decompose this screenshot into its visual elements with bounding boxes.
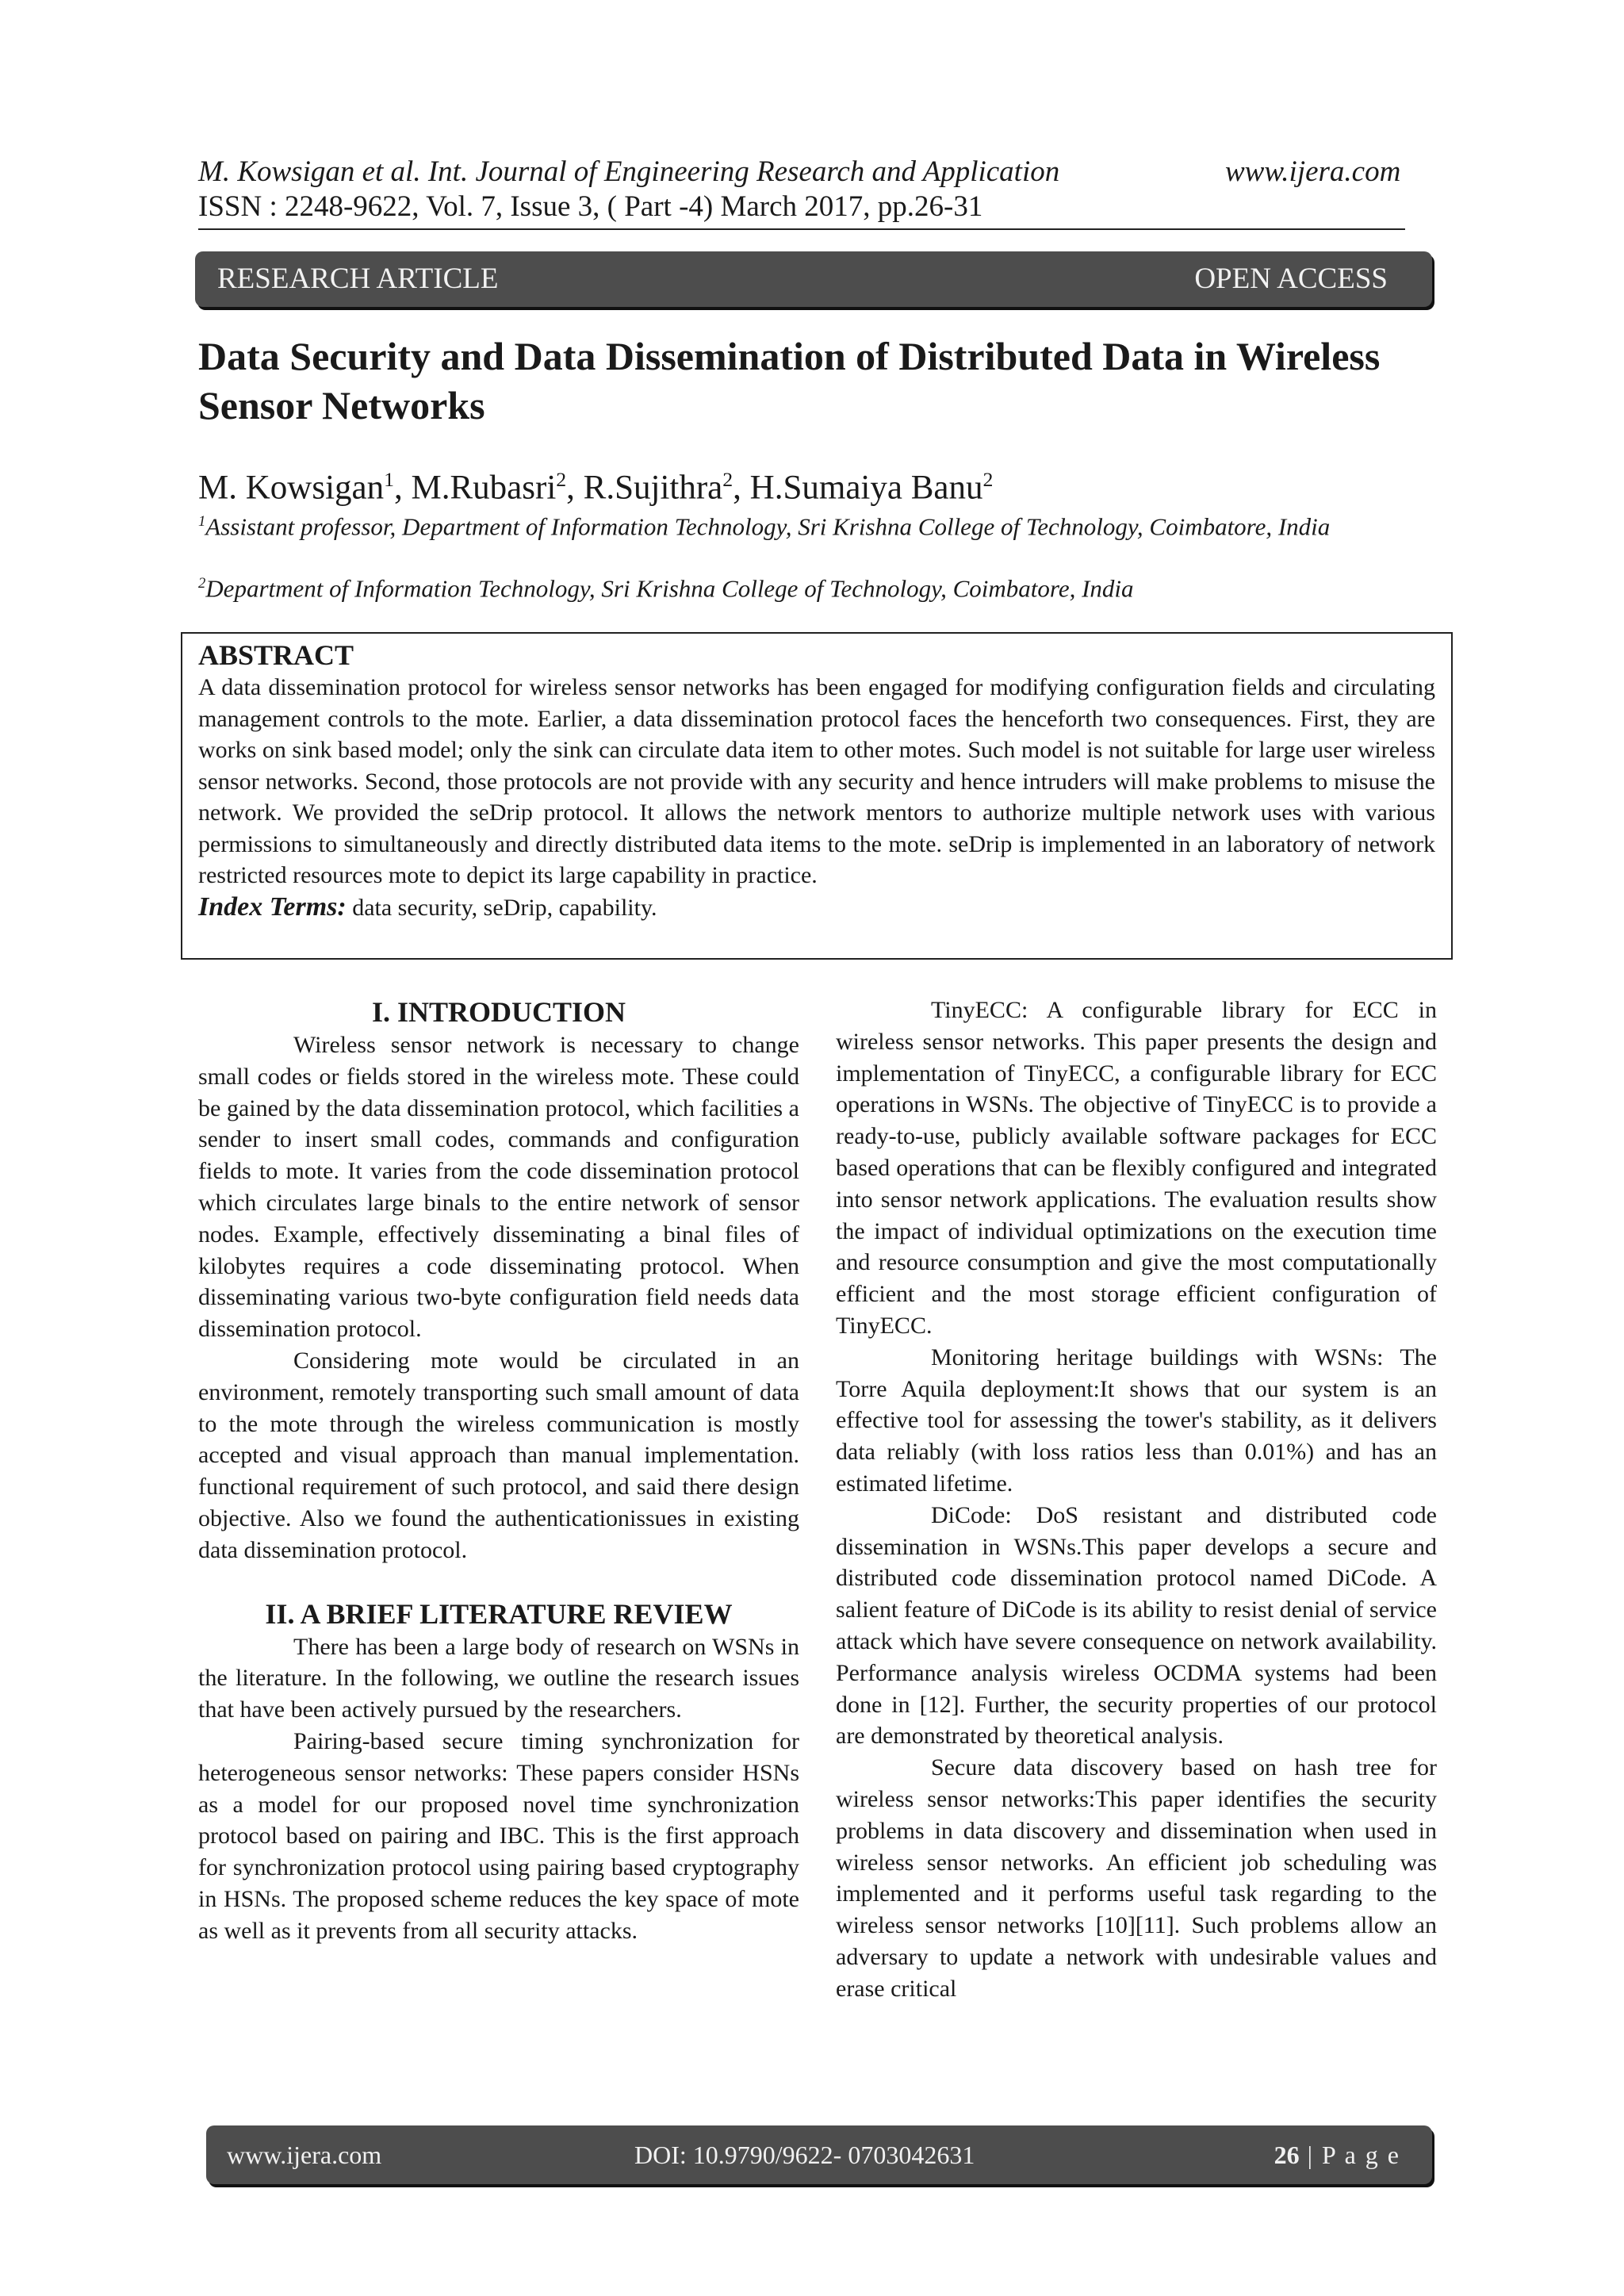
footer-page xyxy=(1274,2125,1400,2184)
page-footer xyxy=(206,2125,1432,2184)
abstract-box xyxy=(181,632,1453,960)
paragraph: Monitoring heritage buildings with WSNs: The Torre Aquila deployment:It shows that our system is an effective tool for assessing the tower's stability, as it delivers data reliably (with loss ratios less than 0.01%) and has an estimated lifetime. xyxy=(836,1343,1437,1497)
affiliation-marker: 2 xyxy=(198,575,206,592)
index-terms xyxy=(198,891,1435,924)
author-name: M.Rubasri xyxy=(411,469,557,507)
author-name: M. Kowsigan xyxy=(198,469,385,507)
author-name: H.Sumaiya Banu xyxy=(749,469,983,507)
footer-url[interactable]: www.ijera.com xyxy=(227,2141,382,2169)
abstract-body: A data dissemination protocol for wireless sensor networks has been engaged for modifying configuration fields and circulating management controls to the mote. Earlier, a data dissemination protocol faces the henceforth two consequences. First, they are works on sink based model; only the sink can circulate data item to other motes. Such model is not suitable for large user wireless sensor networks. Second, those protocols are not provide with any security and hence intruders will make problems to misuse the network. We provided the seDrip protocol. It allows the network mentors to authorize multiple network uses with various permissions to simultaneously and directly distributed data items to the mote. seDrip is implemented in an laboratory of network restricted resources mote to depict its large capability in practice. xyxy=(198,674,1435,888)
author-affiliation-marker: 2 xyxy=(722,468,733,491)
open-access-label: OPEN ACCESS xyxy=(1194,263,1388,295)
abstract-heading: ABSTRACT xyxy=(198,639,354,671)
right-column xyxy=(836,995,1437,2005)
research-article-label: RESEARCH ARTICLE xyxy=(217,263,499,295)
paragraph: Wireless sensor network is necessary to change small codes or fields stored in the wireless mote. These could be gained by the data dissemination protocol, which facilities a sender to insert small codes, commands and configuration fields to mote. It varies from the code dissemination protocol which circulates large binals to the entire network of sensor nodes. Example, effectively disseminating a binal files of kilobytes requires a code disseminating protocol. When disseminating various two-byte configuration field needs data dissemination protocol. xyxy=(198,1032,799,1343)
index-terms-label: Index Terms: xyxy=(198,891,347,922)
header-divider xyxy=(198,228,1405,230)
affiliation-1 xyxy=(198,506,1419,542)
paragraph: TinyECC: A configurable library for ECC in wireless sensor networks. This paper presents the design and implementation of TinyECC, a configurable library for ECC operations in WSNs. The objective of TinyECC is to provide a ready-to-use, publicly available software packages for ECC based operations that can be flexibly configured and integrated into sensor network applications. The evaluation results show the impact of individual optimizations on the execution time and resource consumption and give the most computationally efficient and the most storage efficient configuration of TinyECC. xyxy=(836,997,1437,1339)
author-affiliation-marker: 2 xyxy=(556,468,567,491)
paragraph: Pairing-based secure timing synchronization for heterogeneous sensor networks: These papers consider HSNs as a model for our proposed novel time synchronization protocol based on pairing and IBC. This is the first approach for synchronization protocol using pairing based cryptography in HSNs. The proposed scheme reduces the key space of mote as well as it prevents from all security attacks. xyxy=(198,1727,799,1944)
page-number: 26 xyxy=(1274,2141,1300,2169)
paragraph: Considering mote would be circulated in an environment, remotely transporting such small amount of data to the mote through the wireless communication is mostly accepted and visual approach than manual implementation. functional requirement of such protocol, and said there design objective. Also we found the authenticationissues in existing data dissemination protocol. xyxy=(198,1347,799,1563)
author-list: M. Kowsigan$^1$, M.Rubasri$^2$, R.Sujithra$^2$, H.Sumaiya Banu$^2$ xyxy=(198,468,994,507)
index-terms-value: data security, seDrip, capability. xyxy=(352,894,657,921)
paragraph: There has been a large body of research on WSNs in the literature. In the following, we outline the research issues that have been actively pursued by the researchers. xyxy=(198,1633,799,1723)
affiliation-2 xyxy=(198,568,1419,604)
literature-review-heading: II. A BRIEF LITERATURE REVIEW xyxy=(265,1597,733,1630)
page-label: | P a g e xyxy=(1307,2141,1400,2169)
running-header-journal: M. Kowsigan et al. Int. Journal of Engineering Research and Application xyxy=(198,155,1060,188)
paragraph: Secure data discovery based on hash tree for wireless sensor networks:This paper identifies the security problems in data discovery and dissemination when used in wireless sensor networks. An efficient job scheduling was implemented and it performs useful task regarding to the wireless sensor networks [10][11]. Such problems allow an adversary to update a network with undesirable values and erase critical xyxy=(836,1754,1437,2002)
introduction-heading: I. INTRODUCTION xyxy=(371,996,626,1028)
footer-doi: DOI: 10.9790/9622- 0703042631 xyxy=(634,2141,975,2169)
paper-title: Data Security and Data Dissemination of Distributed Data in Wireless Sensor Networks xyxy=(198,334,1381,427)
article-type-banner xyxy=(195,251,1432,307)
section-spacer xyxy=(198,1566,799,1596)
author-affiliation-marker: 2 xyxy=(982,468,994,491)
affiliation-marker: 1 xyxy=(198,513,206,530)
affiliation-text: Department of Information Technology, Sri Krishna College of Technology, Coimbatore, India xyxy=(205,574,1134,603)
running-header-url[interactable]: www.ijera.com xyxy=(1225,155,1401,188)
paragraph: DiCode: DoS resistant and distributed code dissemination in WSNs.This paper develops a secure and distributed code dissemination protocol named DiCode. A salient feature of DiCode is its ability to resist denial of service attack which have severe consequence on network availability. Performance analysis wireless OCDMA systems had been done in [12]. Further, the security properties of our protocol are demonstrated by theoretical analysis. xyxy=(836,1501,1437,1750)
author-name: R.Sujithra xyxy=(583,469,723,507)
author-affiliation-marker: 1 xyxy=(384,468,395,491)
running-header-issn: ISSN : 2248-9622, Vol. 7, Issue 3, ( Part -4) March 2017, pp.26-31 xyxy=(198,190,983,223)
left-column xyxy=(198,995,799,1947)
affiliation-text: Assistant professor, Department of Information Technology, Sri Krishna College of Technology, Coimbatore, India xyxy=(205,512,1331,541)
